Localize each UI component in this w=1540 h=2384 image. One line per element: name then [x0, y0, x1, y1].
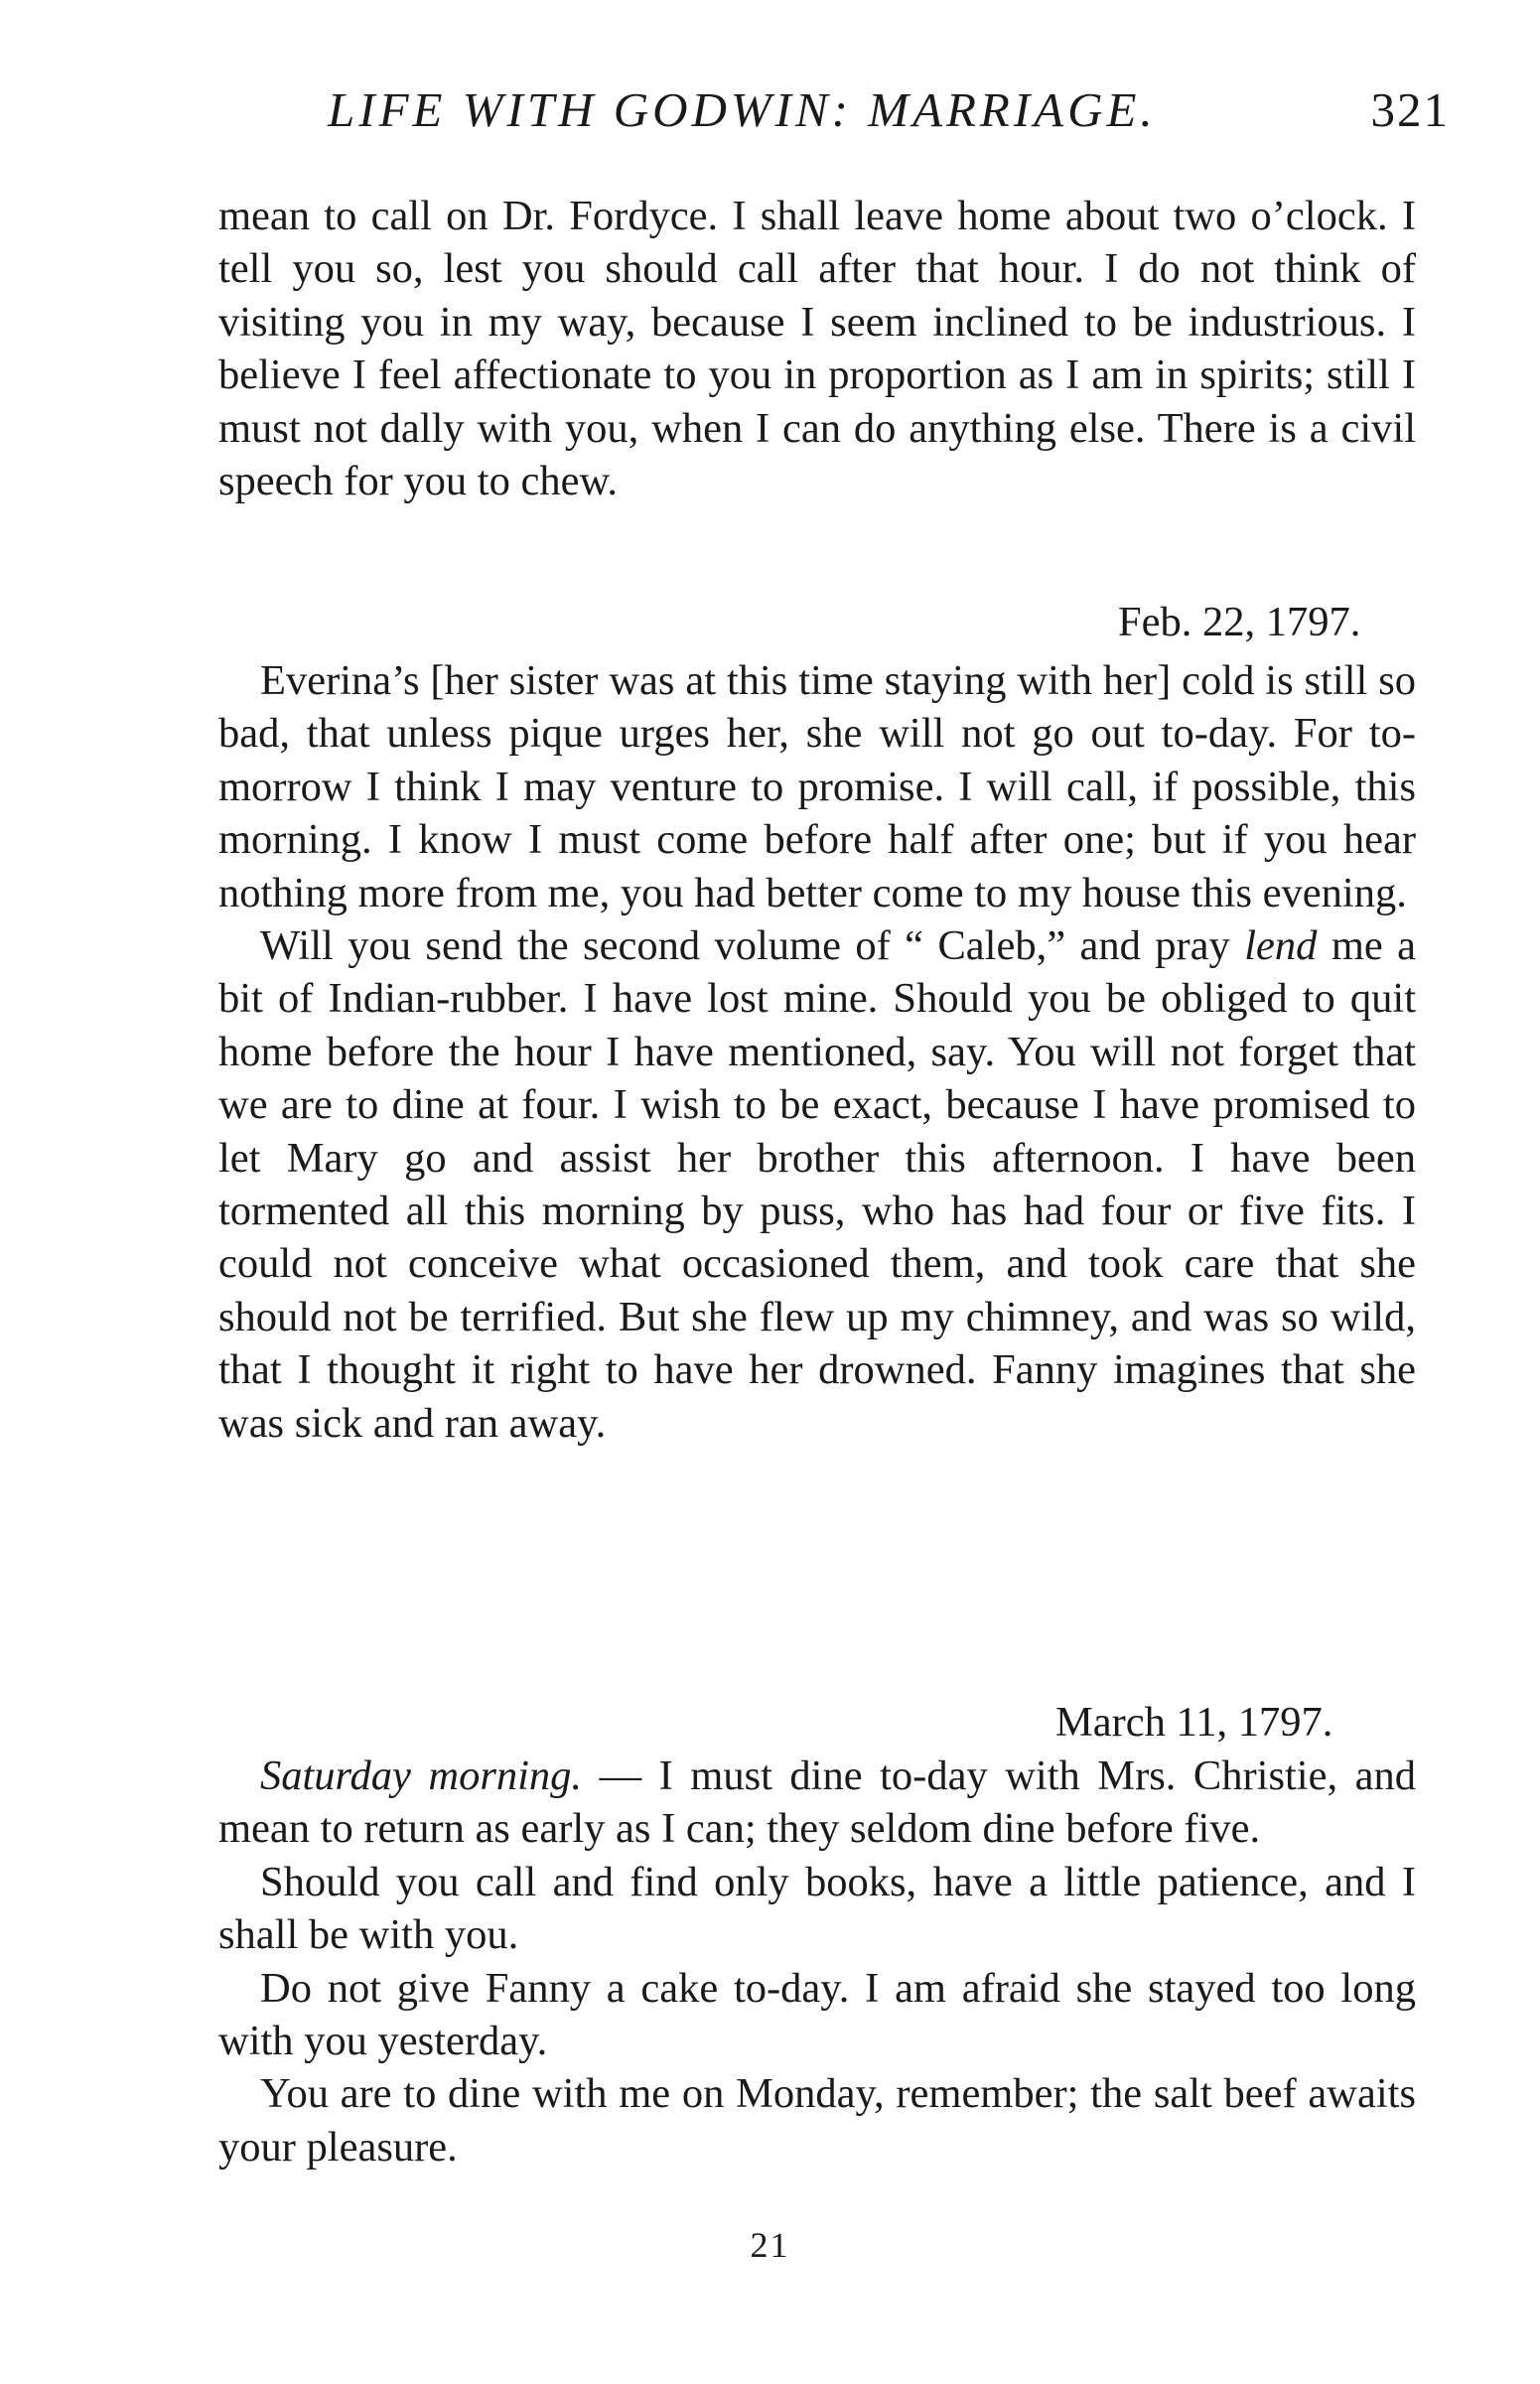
letter-march-11	[218, 1750, 1416, 2174]
paragraph: mean to call on Dr. Fordyce. I shall leave home about two o’clock. I tell you so, lest you should call after that hour. I do not think of visiting you in my way, because I seem inclined to be industrious. I believe I feel affectionate to you in proportion as I am in spirits; still I must not dally with you, when I can do anything else. There is a civil speech for you to chew.	[218, 193, 1416, 505]
italic-word: lend	[1244, 922, 1318, 970]
running-head	[328, 81, 1450, 138]
running-title: LIFE WITH GODWIN: MARRIAGE.	[328, 82, 1157, 137]
italic-opening: Saturday morning.	[260, 1753, 583, 1799]
paragraph	[218, 1750, 1416, 1856]
paragraph-text: me a bit of Indian-rubber. I have lost mine. Should you be obliged to quit home before the hour I have mentioned, say. You will not forget that we are to dine at four. I wish to be exact, because I have promised to let Mary go and assist her brother this afternoon. I have been tormented all this morning by puss, who has had four or five fits. I could not conceive what occasioned them, and took care that she should not be terrified. But she flew up my chimney, and was so wild, that I thought it right to have her drowned. Fanny imagines that she was sick and ran away.	[218, 922, 1417, 1447]
paragraph-text: — I must dine to-day with Mrs. Christie, and mean to return as early as I can; they seldom dine before five.	[218, 1753, 1416, 1853]
paragraph: Do not give Fanny a cake to-day. I am afraid she stayed too long with you yesterday.	[218, 1964, 1416, 2065]
paragraph: Everina’s [her sister was at this time staying with her] cold is still so bad, that unless pique urges her, she will not go out to-day. For to-morrow I think I may venture to promise. I will call, if possible, this morning. I know I must come before half after one; but if you hear nothing more from me, you had better come to my house this evening.	[218, 657, 1416, 916]
dateline: Feb. 22, 1797.	[1118, 599, 1361, 645]
paragraph-text: Will you send the second volume of “ Caleb,” and pray	[260, 922, 1230, 970]
signature-mark: 21	[750, 2225, 790, 2265]
letter-feb-22	[218, 654, 1416, 1450]
page-number: 321	[1370, 82, 1450, 137]
dateline: March 11, 1797.	[1055, 1699, 1333, 1746]
letter-continuation	[218, 190, 1416, 507]
paragraph: You are to dine with me on Monday, remember; the salt beef awaits your pleasure.	[218, 2070, 1416, 2171]
paragraph: Should you call and find only books, have a little patience, and I shall be with you.	[218, 1858, 1416, 1959]
paragraph	[218, 919, 1416, 1450]
